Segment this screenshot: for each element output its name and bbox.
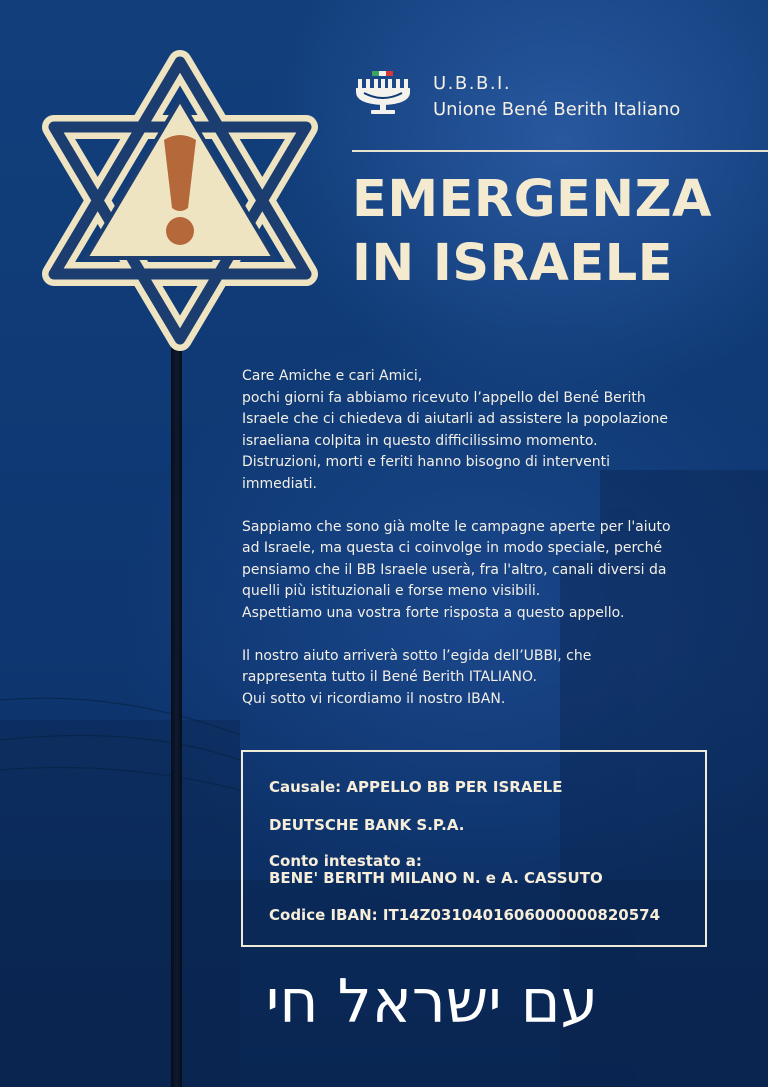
- letter-line: Sappiamo che sono già molte le campagne aperte per l'aiuto: [242, 518, 671, 535]
- letter-line: Il nostro aiuto arriverà sotto l’egida dell’UBBI, che: [242, 647, 592, 664]
- causale-text: Causale: APPELLO BB PER ISRAELE: [269, 778, 563, 796]
- star-of-david-warning-sign-icon: [40, 48, 320, 353]
- letter-paragraph-2: [242, 517, 742, 625]
- letter-line: quelli più istituzionali e forse meno visibili.: [242, 583, 541, 600]
- letter-paragraph-1: [242, 366, 742, 496]
- letter-line: israeliana colpita in questo difficilissimo momento.: [242, 432, 598, 449]
- menorah-logo-icon: [354, 70, 412, 116]
- donation-info-box: [241, 750, 707, 947]
- sign-pole: [171, 330, 182, 1087]
- account-holder: BENE' BERITH MILANO N. e A. CASSUTO: [269, 869, 603, 887]
- account-label: Conto intestato a:: [269, 852, 422, 870]
- letter-line: pochi giorni fa abbiamo ricevuto l’appello del Bené Berith: [242, 389, 646, 406]
- letter-line: immediati.: [242, 475, 317, 492]
- letter-paragraph-3: [242, 646, 742, 711]
- letter-line: Care Amiche e cari Amici,: [242, 368, 423, 384]
- letter-line: Aspettiamo una vostra forte risposta a questo appello.: [242, 604, 625, 621]
- letter-line: Distruzioni, morti e feriti hanno bisogno di interventi: [242, 454, 611, 471]
- bank-name: DEUTSCHE BANK S.P.A.: [269, 816, 465, 834]
- page-title: [352, 168, 712, 296]
- appeal-letter: [242, 366, 742, 731]
- title-line-1: EMERGENZA: [352, 170, 713, 229]
- letter-line: Israele che ci chiedeva di aiutarli ad assistere la popolazione: [242, 411, 668, 428]
- letter-line: Qui sotto vi ricordiamo il nostro IBAN.: [242, 690, 506, 707]
- org-name: Unione Bené Berith Italiano: [433, 99, 681, 120]
- letter-line: pensiamo che il BB Israele userà, fra l'altro, canali diversi da: [242, 561, 667, 578]
- divider: [352, 150, 768, 152]
- org-abbreviation: U.B.B.I.: [433, 73, 512, 94]
- letter-line: rappresenta tutto il Bené Berith ITALIANO.: [242, 669, 537, 686]
- hebrew-slogan: עם ישראל חי: [265, 967, 599, 1037]
- title-line-2: IN ISRAELE: [352, 234, 674, 293]
- iban-code[interactable]: Codice IBAN: IT14Z0310401606000000820574: [269, 906, 661, 924]
- letter-line: ad Israele, ma questa ci coinvolge in modo speciale, perché: [242, 540, 663, 557]
